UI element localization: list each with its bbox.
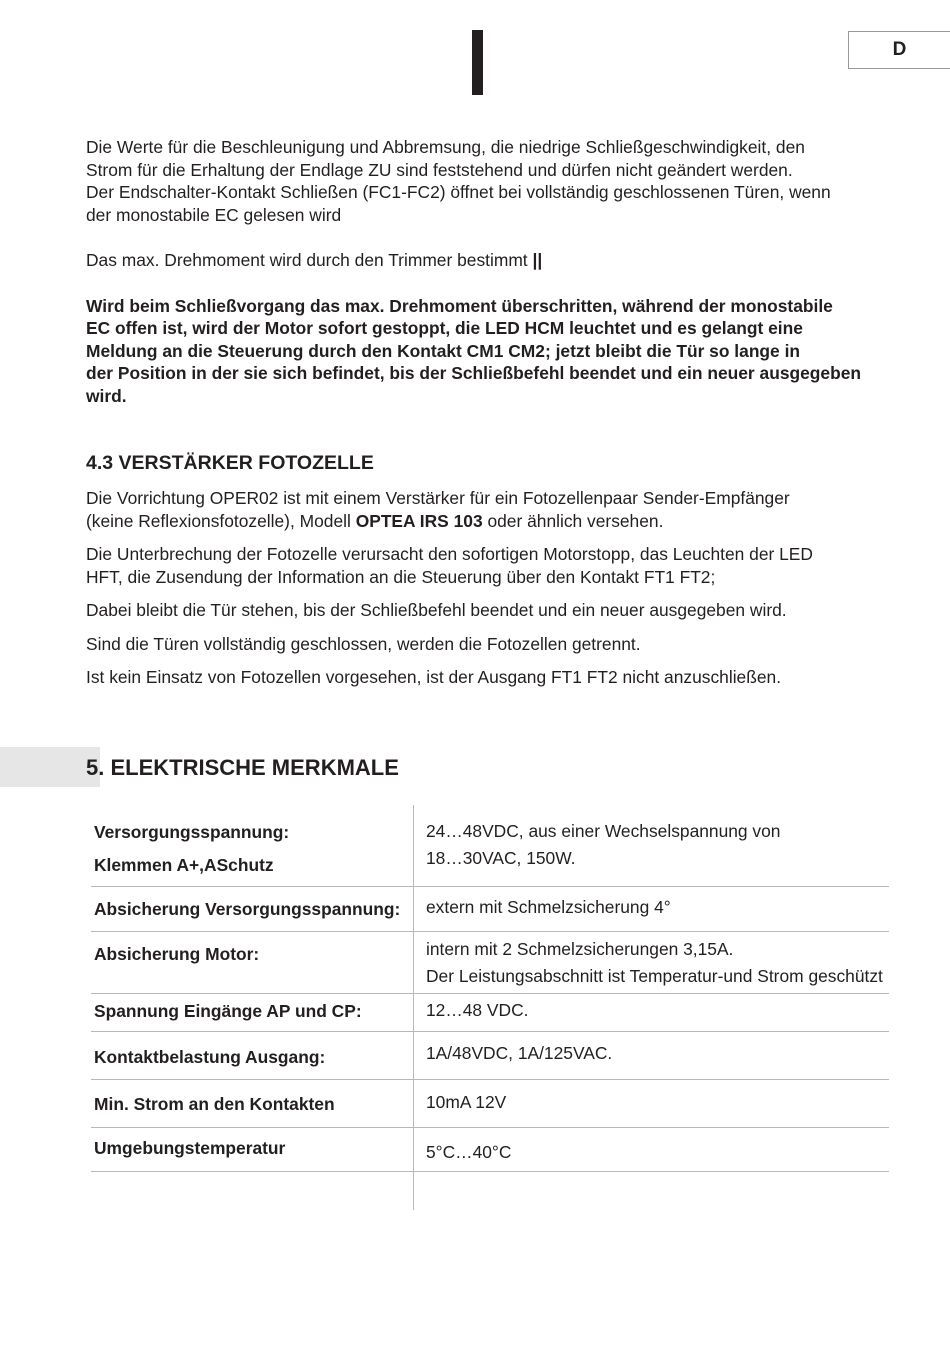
section-heading-photocell: 4.3 VERSTÄRKER FOTOZELLE [86,452,374,474]
row-value: 5°C…40°C [426,1142,512,1162]
trimmer-mark: || [532,250,543,270]
table-row [91,1128,889,1172]
table-row [91,932,889,994]
row-value: 12…48 VDC. [426,1000,529,1020]
photocell-paragraph-4: Sind die Türen vollständig geschlossen, werden die Fotozellen getrennt. [86,633,641,654]
row-label: Min. Strom an den Kontakten [94,1094,335,1114]
torque-paragraph: Das max. Drehmoment wird durch den Trimmer bestimmt || [86,250,543,270]
table-row [91,1080,889,1128]
model-name: OPTEA IRS 103 [355,510,483,531]
torque-warning: Wird beim Schließvorgang das max. Drehmoment überschritten, während der monostabile EC offen ist, wird der Motor sofort gestoppt, die LED HCM leuchtet und es gelangt eine Meldung an die Steuerung durch den Kontakt CM1 CM2; jetzt bleibt die Tür so lange in der Position in der sie sich befindet, bis der Schließbefehl beendet und ein neuer ausgegeben wird. [86,295,862,406]
row-value: extern mit Schmelzsicherung 4° [426,897,671,917]
photocell-paragraph-1: Die Vorrichtung OPER02 ist mit einem Verstärker für ein Fotozellenpaar Sender-Empfänger (keine Reflexionsfotozelle), Modell OPTEA IRS 103 oder ähnlich versehen. [86,488,790,531]
section-heading-electrical: 5. ELEKTRISCHE MERKMALE [86,755,399,780]
section-marker-bar [0,747,100,787]
photocell-paragraph-2: Die Unterbrechung der Fotozelle verursacht den sofortigen Motorstopp, das Leuchten der LED HFT, die Zusendung der Information an die Steuerung über den Kontakt FT1 FT2; [86,544,813,587]
intro-text [86,136,886,407]
photocell-section [86,487,886,700]
language-tab: D [848,31,950,69]
row-label: Umgebungstemperatur [94,1138,286,1158]
row-label: Spannung Eingänge AP und CP: [94,1001,362,1021]
table-row [91,1032,889,1080]
photocell-paragraph-5: Ist kein Einsatz von Fotozellen vorgesehen, ist der Ausgang FT1 FT2 nicht anzuschließen. [86,667,782,687]
table-row [91,887,889,932]
row-value: intern mit 2 Schmelzsicherungen 3,15A. Der Leistungsabschnitt ist Temperatur-und Strom geschützt [426,939,883,986]
row-label: Absicherung Versorgungsspannung: [94,899,401,919]
row-label: Kontaktbelastung Ausgang: [94,1047,326,1067]
page-marker-bar [472,30,483,95]
photocell-paragraph-3: Dabei bleibt die Tür stehen, bis der Schließbefehl beendet und ein neuer ausgegeben wird. [86,600,787,620]
row-label: Absicherung Motor: [94,944,260,964]
row-label: Versorgungsspannung: Klemmen A+,ASchutz [94,822,290,875]
row-value: 10mA 12V [426,1092,507,1112]
table-row [91,805,889,887]
table-row [91,994,889,1032]
row-value: 1A/48VDC, 1A/125VAC. [426,1043,613,1063]
row-value: 24…48VDC, aus einer Wechselspannung von 18…30VAC, 150W. [426,821,781,868]
intro-paragraph: Die Werte für die Beschleunigung und Abbremsung, die niedrige Schließgeschwindigkeit, den Strom für die Erhaltung der Endlage ZU sind feststehend und dürfen nicht geändert werden. Der Endschalter-Kontakt Schließen (FC1-FC2) öffnet bei vollständig geschlossenen Türen, wenn der monostabile EC gelesen wird [86,137,831,225]
